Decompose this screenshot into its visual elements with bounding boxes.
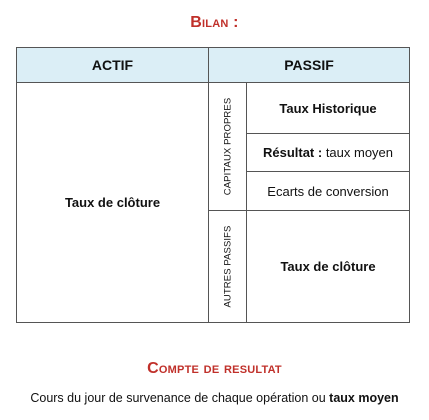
compte-resultat-text — [0, 391, 429, 405]
footer-regular-text: Cours du jour de survenance de chaque opération ou — [30, 391, 330, 405]
resultat-label: Résultat : — [262, 145, 323, 160]
actif-taux-cloture: Taux de clôture — [17, 83, 209, 322]
capitaux-propres-label — [209, 83, 247, 211]
footer-bold-text: taux moyen — [329, 391, 399, 405]
bilan-title: Bilan : — [190, 14, 239, 31]
header-passif: PASSIF — [209, 48, 409, 83]
row-resultat — [247, 134, 409, 172]
autres-passifs-text: AUTRES PASSIFS — [222, 225, 233, 308]
compte-resultat-title: Compte de resultat — [147, 360, 282, 377]
row-taux-cloture: Taux de clôture — [280, 259, 376, 274]
row-taux-historique: Taux Historique — [247, 83, 409, 134]
header-actif: ACTIF — [17, 48, 209, 83]
capitaux-propres-text: CAPITAUX PROPRES — [222, 97, 233, 196]
resultat-value: taux moyen — [322, 145, 394, 160]
row-ecarts-conversion: Ecarts de conversion — [247, 172, 409, 211]
bilan-table — [16, 47, 410, 323]
autres-passifs-label — [209, 211, 247, 322]
